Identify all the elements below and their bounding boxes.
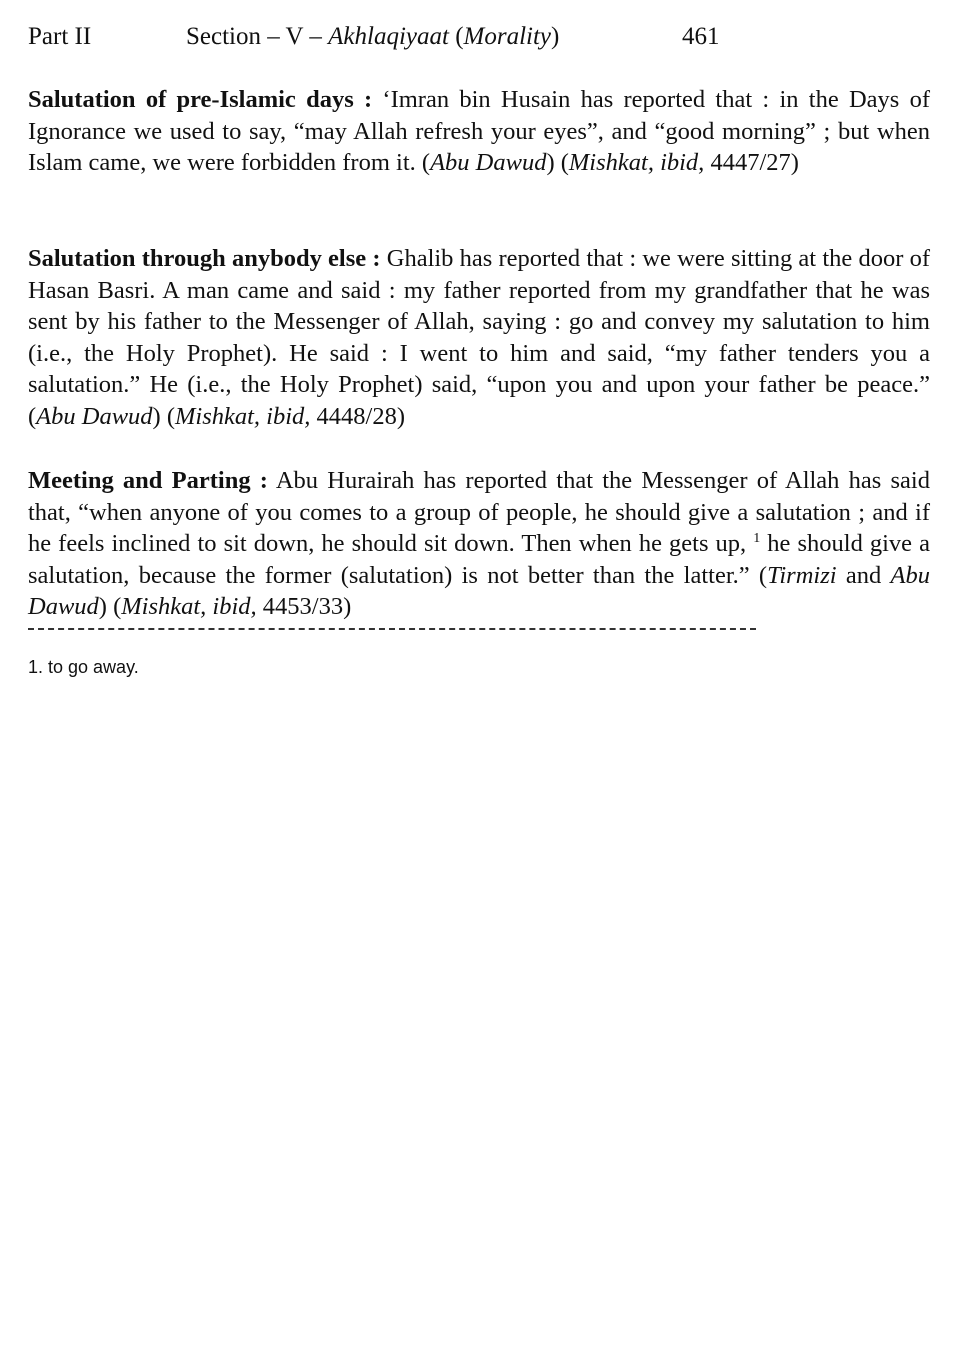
reference-separator: and [836,561,891,589]
paragraph-heading: Salutation through anybody else : [28,245,381,272]
reference: Tirmizi [767,561,837,589]
paragraph-meeting-and-parting [28,465,930,623]
part-label: Part II [28,23,92,50]
section-paren-close: ) [551,23,560,50]
section-subtitle: Morality [463,23,552,50]
page-number: 461 [682,23,720,50]
reference-number: 4453/33) [256,593,352,620]
reference: Abu Dawud [36,402,153,430]
footnote: 1. to go away. [28,657,139,677]
paragraph-heading: Meeting and Parting : [28,467,268,494]
section-paren-open: ( [448,23,464,50]
paragraph-pre-islamic-salutation [28,84,930,179]
reference-number: 4447/27) [704,149,799,176]
paragraph-text: Ghalib has reported that : we were sitting at the door of Hasan Basri. A man came and said : my father reported from my grandfather that he was sent by his father to the Messenger of Allah, saying : go and convey my salutation to him (i.e., the Holy Prophet). He said : I went to him and said, “my father tenders you a salutation.” He (i.e., the Holy Prophet) said, “upon you and upon your father be peace.” ( [28,245,930,430]
section-label [186,20,559,54]
paragraph-text: Abu Hurairah has reported that the Messenger of Allah has said that, “when anyone of you comes to a group of people, he should give a salutation ; and if he feels inclined to sit down, he should sit down. Then when he gets up, [28,467,930,557]
paragraph-text: he should give a salutation, because the former (salutation) is not better than the latter.” ( [28,530,930,589]
paragraph-salutation-through-others [28,243,930,432]
reference: Mishkat, ibid, [121,593,257,620]
reference-separator: ) ( [546,149,569,176]
reference: Abu Dawud [28,561,931,620]
section-title: Akhlaqiyaat [328,23,449,50]
reference-number: 4448/28) [310,402,406,430]
reference: Mishkat, ibid, [175,402,311,430]
paragraph-heading: Salutation of pre-Islamic days : [28,86,373,113]
reference: Abu Dawud [430,149,547,176]
paragraph-text: ‘Imran bin Husain has reported that : in the Days of Ignorance we used to say, “may Allah refresh your eyes”, and “good morning” ; but when Islam came, we were forbidden from it. ( [28,86,931,176]
reference-separator: ) ( [98,593,122,620]
footnote-marker: 1 [753,530,761,546]
running-head [28,20,928,54]
footnote-divider [28,628,756,630]
reference: Mishkat, ibid, [568,149,705,176]
reference-separator: ) ( [152,402,175,430]
section-prefix: Section – V – [186,23,329,50]
